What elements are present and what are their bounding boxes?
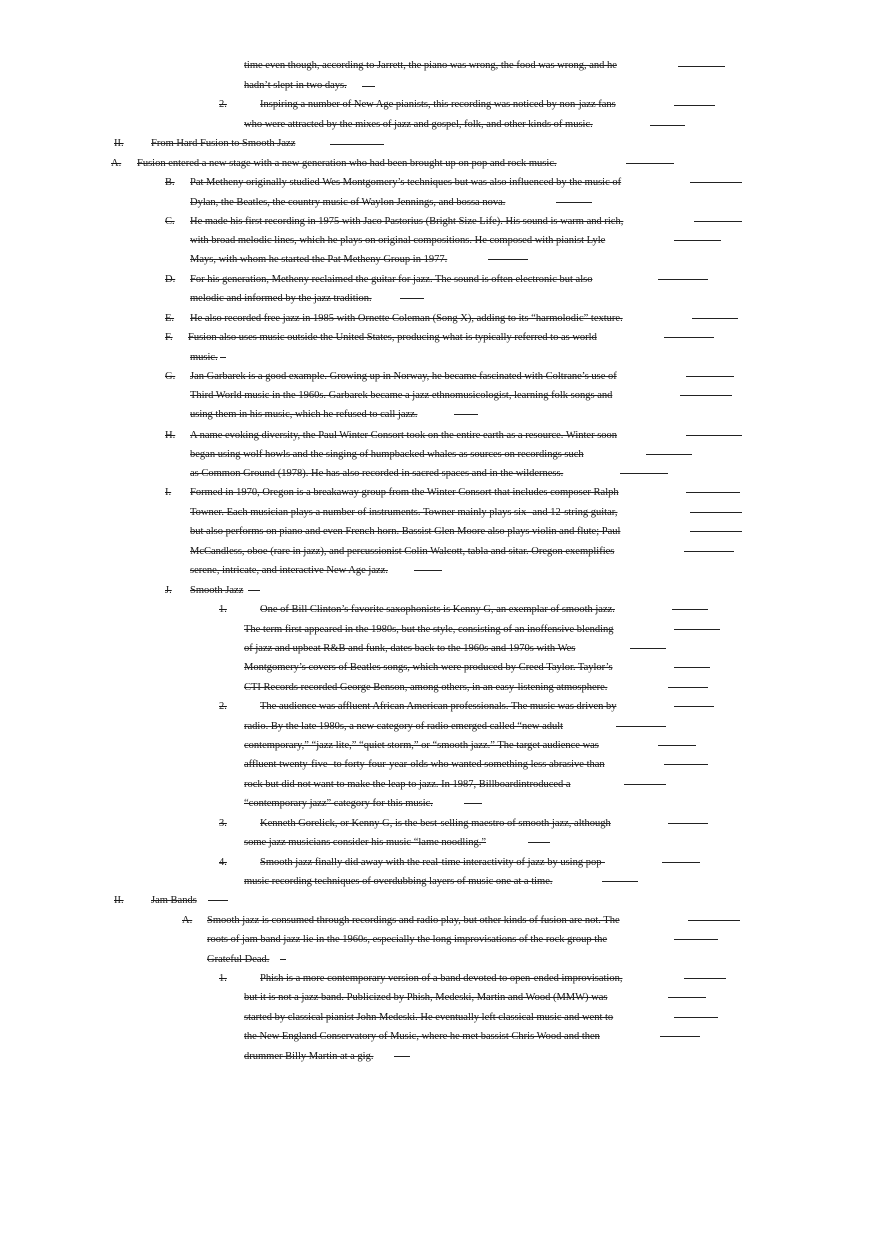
text-line: who were attracted by the mixes of jazz and gospel, folk, and other kinds of music. <box>244 119 593 130</box>
text-line: He also recorded free jazz in 1985 with Ornette Coleman (Song X), adding to its “harmolodic” texture. <box>190 313 623 324</box>
text-line: The audience was affluent African American professionals. The music was driven by <box>260 701 617 712</box>
strike-rule <box>692 318 738 319</box>
text-line: rock but did not want to make the leap to jazz. In 1987, Billboardintroduced a <box>244 779 571 790</box>
strike-rule <box>680 395 732 396</box>
strike-rule <box>674 629 720 630</box>
strike-rule <box>664 337 714 338</box>
strike-rule <box>630 648 666 649</box>
strike-rule <box>414 570 442 571</box>
strike-rule <box>454 414 478 415</box>
strike-rule <box>650 125 685 126</box>
text-line: A name evoking diversity, the Paul Winter Consort took on the entire earth as a resource. Winter soon <box>190 430 618 441</box>
text-line: melodic and informed by the jazz tradition. <box>190 293 372 304</box>
text-line: hadn’t slept in two days. <box>244 80 347 91</box>
strike-rule <box>690 182 742 183</box>
strike-rule <box>646 454 692 455</box>
list-number: 1. <box>219 604 227 615</box>
strike-rule <box>686 435 742 436</box>
strike-rule <box>620 473 668 474</box>
text-line: affluent twenty-five- to forty-four-year-olds who wanted something less abrasive than <box>244 759 605 770</box>
list-number: 3. <box>219 818 227 829</box>
text-line: For his generation, Metheny reclaimed the guitar for jazz. The sound is often electronic but also <box>190 274 593 285</box>
section-title: From Hard Fusion to Smooth Jazz <box>151 138 296 149</box>
text-line: The term first appeared in the 1980s, but the style, consisting of an inoffensive blending <box>244 624 614 635</box>
strike-rule <box>672 609 708 610</box>
strike-rule <box>280 959 286 960</box>
strike-rule <box>624 784 666 785</box>
text-line: radio. By the late 1980s, a new category of radio emerged called “new adult <box>244 721 564 732</box>
strike-rule <box>658 745 696 746</box>
text-line: with broad melodic lines, which he plays on original compositions. He composed with pianist Lyle <box>190 235 606 246</box>
text-line: Phish is a more contemporary version of a band devoted to open-ended improvisation, <box>260 973 623 984</box>
text-line: Inspiring a number of New Age pianists, this recording was noticed by non-jazz fans <box>260 99 616 110</box>
text-line: McCandless, oboe (rare in jazz), and percussionist Colin Walcott, tabla and sitar. Oregon exemplifies <box>190 546 615 557</box>
strike-rule <box>664 764 708 765</box>
text-line: the New England Conservatory of Music, where he met bassist Chris Wood and then <box>244 1031 600 1042</box>
strike-rule <box>602 881 638 882</box>
strike-rule <box>674 105 715 106</box>
list-letter: A. <box>182 915 193 926</box>
strike-rule <box>688 920 740 921</box>
text-line: time even though, according to Jarrett, the piano was wrong, the food was wrong, and he <box>244 60 617 71</box>
text-line: Jan Garbarek is a good example. Growing up in Norway, he became fascinated with Coltrane’s use of <box>190 371 617 382</box>
text-line: Fusion entered a new stage with a new generation who had been brought up on pop and rock music. <box>137 158 557 169</box>
strike-rule <box>616 726 666 727</box>
text-line: of jazz and upbeat R&B and funk, dates back to the 1960s and 1970s with Wes <box>244 643 576 654</box>
text-line: Grateful Dead. <box>207 954 270 965</box>
list-letter: I. <box>165 487 172 498</box>
text-line: but also performs on piano and even French horn. Bassist Glen Moore also plays violin and flute; Paul <box>190 526 621 537</box>
text-line: Smooth jazz is consumed through recordings and radio play, but other kinds of fusion are not. The <box>207 915 620 926</box>
subsection-title: Smooth Jazz <box>190 585 244 596</box>
text-line: Montgomery’s covers of Beatles songs, which were produced by Creed Taylor. Taylor’s <box>244 662 613 673</box>
strike-rule <box>248 590 260 591</box>
list-letter: D. <box>165 274 176 285</box>
list-letter: B. <box>165 177 175 188</box>
text-line: serene, intricate, and interactive New Age jazz. <box>190 565 388 576</box>
strike-rule <box>690 531 742 532</box>
strike-rule <box>674 667 710 668</box>
section-number: II. <box>114 138 124 149</box>
text-line: as Common Ground (1978). He has also recorded in sacred spaces and in the wilderness. <box>190 468 564 479</box>
text-line: He made his first recording in 1975 with Jaco Pastorius (Bright Size Life). His sound is warm and rich, <box>190 216 624 227</box>
list-letter: G. <box>165 371 176 382</box>
text-line: Fusion also uses music outside the United States, producing what is typically referred to as world <box>188 332 597 343</box>
list-number: 4. <box>219 857 227 868</box>
list-letter: C. <box>165 216 175 227</box>
list-letter: H. <box>165 430 176 441</box>
section-title: Jam Bands <box>151 895 197 906</box>
strike-rule <box>668 823 708 824</box>
strike-rule <box>686 376 734 377</box>
strike-rule <box>684 978 726 979</box>
text-line: Towner. Each musician plays a number of instruments. Towner mainly plays six- and 12-string guitar, <box>190 507 618 518</box>
list-number: 2. <box>219 701 227 712</box>
text-line: roots of jam band jazz lie in the 1960s, especially the long improvisations of the rock group the <box>207 934 608 945</box>
text-line: began using wolf howls and the singing of humpbacked whales as sources on recordings such <box>190 449 584 460</box>
strike-rule <box>626 163 674 164</box>
strike-rule <box>658 279 708 280</box>
text-line: using them in his music, which he refused to call jazz. <box>190 409 418 420</box>
strike-rule <box>674 939 718 940</box>
strike-rule <box>464 803 482 804</box>
strike-rule <box>208 900 228 901</box>
strike-rule <box>330 144 384 145</box>
strike-rule <box>690 512 742 513</box>
list-number: 2. <box>219 99 227 110</box>
list-letter: F. <box>165 332 173 343</box>
text-line: contemporary,” “jazz lite,” “quiet storm,” or “smooth jazz.” The target audience was <box>244 740 599 751</box>
text-line: Formed in 1970, Oregon is a breakaway group from the Winter Consort that includes composer Ralph <box>190 487 619 498</box>
strike-rule <box>556 202 592 203</box>
section-number: II. <box>114 895 124 906</box>
text-line: music recording techniques of overdubbing layers of music one at a time. <box>244 876 553 887</box>
strike-rule <box>660 1036 700 1037</box>
strike-rule <box>668 687 708 688</box>
text-line: “contemporary jazz” category for this music. <box>244 798 433 809</box>
text-line: Mays, with whom he started the Pat Metheny Group in 1977. <box>190 254 448 265</box>
text-line: One of Bill Clinton’s favorite saxophonists is Kenny G, an exemplar of smooth jazz. <box>260 604 615 615</box>
strike-rule <box>684 551 734 552</box>
strike-rule <box>662 862 700 863</box>
text-line: Third World music in the 1960s. Garbarek became a jazz ethnomusicologist, learning folk songs and <box>190 390 613 401</box>
text-line: Smooth jazz finally did away with the real-time interactivity of jazz by using pop- <box>260 857 605 868</box>
text-line: some jazz musicians consider his music “lame noodling.” <box>244 837 487 848</box>
text-line: started by classical pianist John Medeski. He eventually left classical music and went to <box>244 1012 614 1023</box>
strike-rule <box>686 492 740 493</box>
list-letter: A. <box>111 158 122 169</box>
strike-rule <box>528 842 550 843</box>
text-line: Pat Metheny originally studied Wes Montgomery’s techniques but was also influenced by the music of <box>190 177 622 188</box>
strike-rule <box>674 1017 718 1018</box>
text-line: Kenneth Gorelick, or Kenny G, is the best-selling maestro of smooth jazz, although <box>260 818 611 829</box>
strike-rule <box>400 298 424 299</box>
strike-rule <box>394 1056 410 1057</box>
text-line: Dylan, the Beatles, the country music of Waylon Jennings, and bossa nova. <box>190 197 506 208</box>
strike-rule <box>362 86 375 87</box>
strike-rule <box>220 357 226 358</box>
strike-rule <box>694 221 742 222</box>
strike-rule <box>668 997 706 998</box>
strike-rule <box>488 259 528 260</box>
list-letter: E. <box>165 313 175 324</box>
text-line: music. <box>190 352 218 363</box>
list-number: 1. <box>219 973 227 984</box>
strike-rule <box>674 240 721 241</box>
text-line: but it is not a jazz band. Publicized by Phish, Medeski, Martin and Wood (MMW) was <box>244 992 608 1003</box>
strike-rule <box>674 706 714 707</box>
text-line: drummer Billy Martin at a gig. <box>244 1051 374 1062</box>
list-letter: J. <box>165 585 172 596</box>
text-line: CTI Records recorded George Benson, among others, in an easy-listening atmosphere. <box>244 682 608 693</box>
strike-rule <box>678 66 725 67</box>
